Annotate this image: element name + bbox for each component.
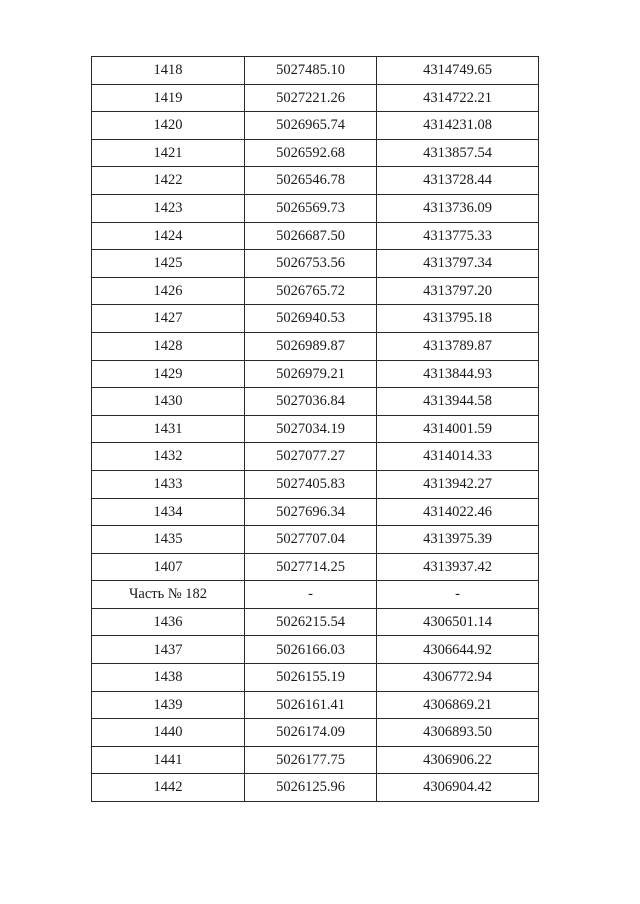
point-number-cell: 1407 [92, 553, 245, 581]
point-number-cell: 1434 [92, 498, 245, 526]
x-coordinate-cell: 5026125.96 [245, 774, 377, 802]
table-row [92, 332, 539, 360]
x-coordinate-cell: 5026592.68 [245, 139, 377, 167]
table-row [92, 553, 539, 581]
y-coordinate-cell: 4306893.50 [377, 719, 539, 747]
point-number-cell: 1420 [92, 112, 245, 140]
y-coordinate-cell: 4306644.92 [377, 636, 539, 664]
table-row [92, 526, 539, 554]
x-coordinate-cell: 5027485.10 [245, 57, 377, 85]
y-coordinate-cell: 4313728.44 [377, 167, 539, 195]
point-number-cell: 1441 [92, 746, 245, 774]
table-row [92, 305, 539, 333]
table-row [92, 167, 539, 195]
point-number-cell: 1440 [92, 719, 245, 747]
x-coordinate-cell: 5026989.87 [245, 332, 377, 360]
table-row [92, 139, 539, 167]
table-row [92, 636, 539, 664]
x-coordinate-cell: 5027707.04 [245, 526, 377, 554]
point-number-cell: 1430 [92, 388, 245, 416]
y-coordinate-cell: 4313975.39 [377, 526, 539, 554]
point-number-cell: 1423 [92, 194, 245, 222]
y-coordinate-cell: 4314231.08 [377, 112, 539, 140]
y-coordinate-cell: 4313789.87 [377, 332, 539, 360]
y-coordinate-cell: 4313937.42 [377, 553, 539, 581]
x-coordinate-cell: 5026687.50 [245, 222, 377, 250]
table-row [92, 250, 539, 278]
table-row [92, 415, 539, 443]
point-number-cell: 1419 [92, 84, 245, 112]
table-row [92, 498, 539, 526]
y-coordinate-cell: 4313797.20 [377, 277, 539, 305]
point-number-cell: 1421 [92, 139, 245, 167]
y-coordinate-cell: 4313844.93 [377, 360, 539, 388]
point-number-cell: 1426 [92, 277, 245, 305]
y-coordinate-cell: 4306501.14 [377, 608, 539, 636]
y-coordinate-cell: 4313736.09 [377, 194, 539, 222]
y-coordinate-cell: 4313944.58 [377, 388, 539, 416]
point-number-cell: 1427 [92, 305, 245, 333]
x-coordinate-cell: 5026979.21 [245, 360, 377, 388]
table-row [92, 664, 539, 692]
x-coordinate-cell: 5027714.25 [245, 553, 377, 581]
point-number-cell: 1438 [92, 664, 245, 692]
y-coordinate-cell: 4313797.34 [377, 250, 539, 278]
x-coordinate-cell: 5027036.84 [245, 388, 377, 416]
x-coordinate-cell: 5026215.54 [245, 608, 377, 636]
point-number-cell: 1422 [92, 167, 245, 195]
y-coordinate-cell: 4313942.27 [377, 470, 539, 498]
table-row [92, 443, 539, 471]
y-coordinate-cell: 4314001.59 [377, 415, 539, 443]
y-coordinate-cell: 4314022.46 [377, 498, 539, 526]
table-row [92, 746, 539, 774]
point-number-cell: 1437 [92, 636, 245, 664]
point-number-cell: 1439 [92, 691, 245, 719]
x-coordinate-cell: 5026546.78 [245, 167, 377, 195]
table-row [92, 112, 539, 140]
x-coordinate-cell: 5026940.53 [245, 305, 377, 333]
y-coordinate-cell: 4314014.33 [377, 443, 539, 471]
point-number-cell: 1436 [92, 608, 245, 636]
x-coordinate-cell: 5027034.19 [245, 415, 377, 443]
table-row [92, 774, 539, 802]
x-coordinate-cell: 5026166.03 [245, 636, 377, 664]
table-row [92, 388, 539, 416]
y-coordinate-cell: 4306906.22 [377, 746, 539, 774]
y-coordinate-cell: 4306869.21 [377, 691, 539, 719]
table-row [92, 691, 539, 719]
y-coordinate-cell: 4314749.65 [377, 57, 539, 85]
x-coordinate-cell: - [245, 581, 377, 609]
y-coordinate-cell: 4306904.42 [377, 774, 539, 802]
point-number-cell: 1433 [92, 470, 245, 498]
x-coordinate-cell: 5026174.09 [245, 719, 377, 747]
table-row [92, 360, 539, 388]
x-coordinate-cell: 5026965.74 [245, 112, 377, 140]
x-coordinate-cell: 5027405.83 [245, 470, 377, 498]
point-number-cell: 1418 [92, 57, 245, 85]
table-row [92, 581, 539, 609]
y-coordinate-cell: 4313795.18 [377, 305, 539, 333]
table-row [92, 84, 539, 112]
point-number-cell: 1428 [92, 332, 245, 360]
x-coordinate-cell: 5026569.73 [245, 194, 377, 222]
point-number-cell: 1429 [92, 360, 245, 388]
table-row [92, 608, 539, 636]
table-row [92, 57, 539, 85]
table-row [92, 277, 539, 305]
y-coordinate-cell: 4313857.54 [377, 139, 539, 167]
point-number-cell: 1432 [92, 443, 245, 471]
point-number-cell: 1431 [92, 415, 245, 443]
x-coordinate-cell: 5026177.75 [245, 746, 377, 774]
point-number-cell: 1442 [92, 774, 245, 802]
point-number-cell: Часть № 182 [92, 581, 245, 609]
y-coordinate-cell: 4313775.33 [377, 222, 539, 250]
x-coordinate-cell: 5026765.72 [245, 277, 377, 305]
y-coordinate-cell: - [377, 581, 539, 609]
x-coordinate-cell: 5026753.56 [245, 250, 377, 278]
y-coordinate-cell: 4306772.94 [377, 664, 539, 692]
x-coordinate-cell: 5027696.34 [245, 498, 377, 526]
coordinates-table [91, 56, 539, 802]
coordinates-table-body [92, 57, 539, 802]
point-number-cell: 1425 [92, 250, 245, 278]
table-row [92, 194, 539, 222]
point-number-cell: 1424 [92, 222, 245, 250]
y-coordinate-cell: 4314722.21 [377, 84, 539, 112]
x-coordinate-cell: 5027077.27 [245, 443, 377, 471]
x-coordinate-cell: 5027221.26 [245, 84, 377, 112]
table-row [92, 719, 539, 747]
table-row [92, 222, 539, 250]
table-row [92, 470, 539, 498]
x-coordinate-cell: 5026161.41 [245, 691, 377, 719]
x-coordinate-cell: 5026155.19 [245, 664, 377, 692]
point-number-cell: 1435 [92, 526, 245, 554]
